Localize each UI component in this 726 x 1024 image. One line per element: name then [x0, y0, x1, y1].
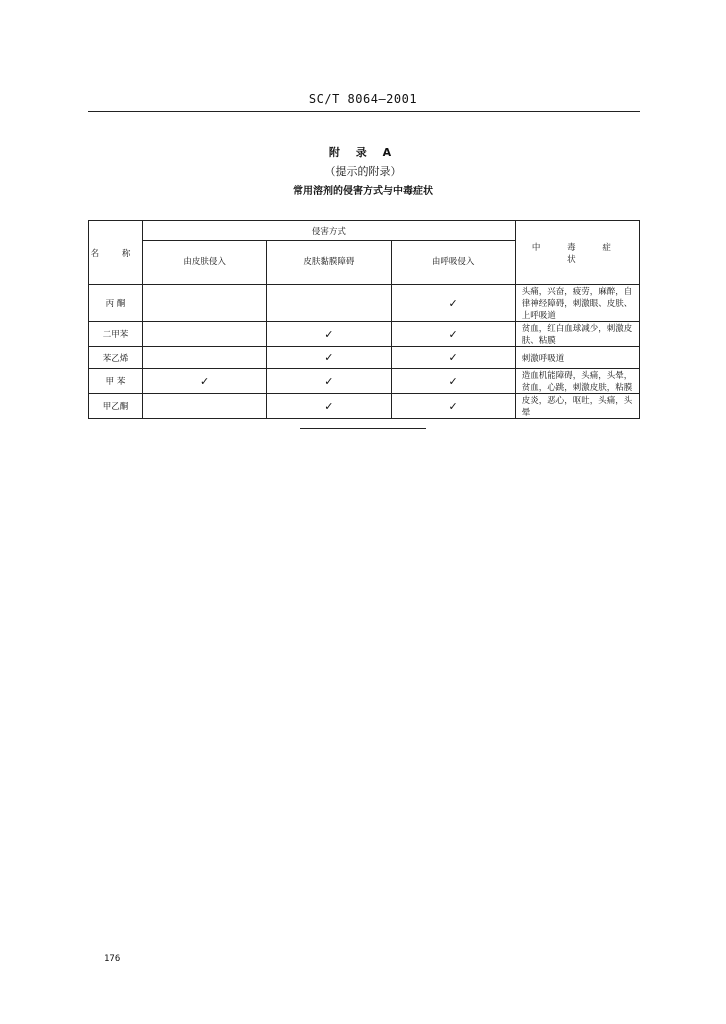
respiratory-check: ✓ [391, 322, 515, 347]
header-rule [88, 111, 640, 112]
skin-check [143, 347, 267, 369]
appendix-note: （提示的附录） [324, 165, 402, 178]
solvent-name: 甲乙酮 [89, 394, 143, 419]
appendix-title: 附 录 A [328, 146, 398, 159]
symptom-column-header: 中 毒 症 状 [515, 221, 639, 285]
respiratory-check: ✓ [391, 285, 515, 322]
respiratory-check: ✓ [391, 347, 515, 369]
mucosa-damage-header: 皮肤黏膜障碍 [267, 241, 391, 285]
page-number: 176 [104, 954, 121, 964]
mucosa-check: ✓ [267, 322, 391, 347]
table-row [89, 394, 640, 419]
table-row [89, 322, 640, 347]
end-of-appendix-rule [300, 428, 426, 429]
symptoms-cell: 贫血，红白血球减少，刺激皮肤、粘膜 [515, 322, 639, 347]
appendix-heading: 常用溶剂的侵害方式与中毒症状 [293, 186, 433, 197]
respiratory-check: ✓ [391, 369, 515, 394]
standard-code: SC/T 8064—2001 [308, 92, 418, 106]
skin-check [143, 285, 267, 322]
symptoms-cell: 皮炎，恶心，呕吐，头痛，头晕 [515, 394, 639, 419]
mucosa-check: ✓ [267, 369, 391, 394]
respiratory-check: ✓ [391, 394, 515, 419]
name-column-header: 名 称 [89, 221, 143, 285]
symptoms-cell: 刺激呼吸道 [515, 347, 639, 369]
table-row [89, 369, 640, 394]
symptoms-cell: 头痛，兴奋，疲劳，麻醉，自律神经障碍，刺激眼、皮肤、上呼吸道 [515, 285, 639, 322]
skin-check [143, 322, 267, 347]
mode-group-header: 侵害方式 [143, 221, 516, 241]
solvent-name: 甲 苯 [89, 369, 143, 394]
skin-check [143, 394, 267, 419]
solvent-name: 苯乙烯 [89, 347, 143, 369]
table-row [89, 285, 640, 322]
respiratory-entry-header: 由呼吸侵入 [391, 241, 515, 285]
skin-entry-header: 由皮肤侵入 [143, 241, 267, 285]
mucosa-check: ✓ [267, 347, 391, 369]
mucosa-check: ✓ [267, 394, 391, 419]
symptoms-cell: 造血机能障碍，头痛，头晕，贫血，心跳，刺激皮肤，粘膜 [515, 369, 639, 394]
solvent-name: 二甲苯 [89, 322, 143, 347]
solvent-toxicity-table [88, 220, 640, 419]
skin-check: ✓ [143, 369, 267, 394]
mucosa-check [267, 285, 391, 322]
table-row [89, 347, 640, 369]
solvent-name: 丙 酮 [89, 285, 143, 322]
